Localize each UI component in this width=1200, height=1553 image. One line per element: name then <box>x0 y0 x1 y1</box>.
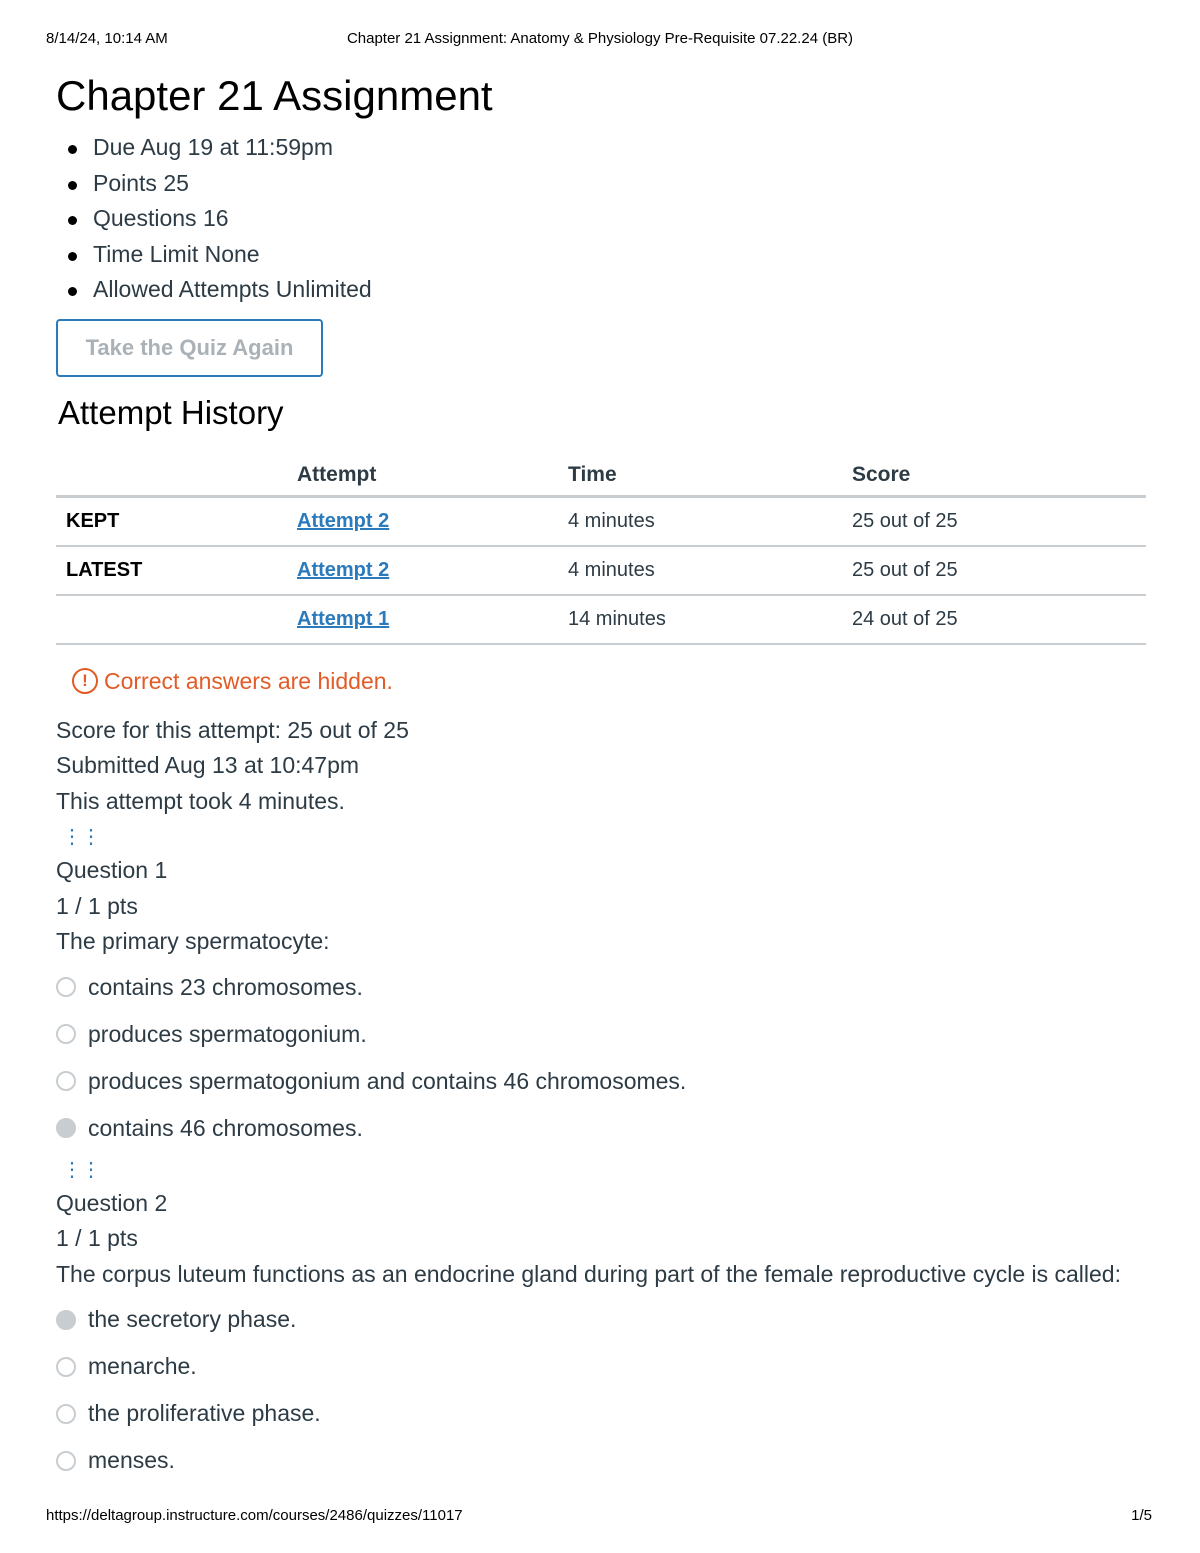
quiz-details-list <box>56 130 1146 308</box>
answer-option <box>56 1058 1146 1105</box>
radio-button-icon <box>56 1024 76 1044</box>
print-doc-title: Chapter 21 Assignment: Anatomy & Physiology Pre-Requisite 07.22.24 (BR) <box>346 30 854 47</box>
row-label: KEPT <box>56 496 287 546</box>
score-cell: 25 out of 25 <box>842 546 1146 595</box>
row-label: LATEST <box>56 546 287 595</box>
radio-button-icon <box>56 1404 76 1424</box>
page-title: Chapter 21 Assignment <box>56 72 493 119</box>
detail-points: Points 25 <box>56 166 1146 202</box>
row-label <box>56 595 287 644</box>
answer-text: menses. <box>88 1447 175 1473</box>
question-points: 1 / 1 pts <box>56 1225 138 1251</box>
radio-selected-icon <box>56 1118 76 1138</box>
attempt-history-table <box>56 455 1146 645</box>
answer-text: produces spermatogonium and contains 46 chromosomes. <box>88 1067 687 1094</box>
print-date: 8/14/24, 10:14 AM <box>46 30 168 47</box>
print-footer <box>0 1507 1200 1527</box>
time-cell: 14 minutes <box>558 595 842 644</box>
notice-text: Correct answers are hidden. <box>104 667 393 694</box>
answer-option <box>56 964 1146 1011</box>
warning-circle-icon: ! <box>72 668 98 694</box>
summary-submitted: Submitted Aug 13 at 10:47pm <box>56 752 360 778</box>
answer-text: the secretory phase. <box>88 1306 297 1332</box>
score-cell: 24 out of 25 <box>842 595 1146 644</box>
question-2 <box>56 1158 1146 1485</box>
drag-handle-icon[interactable]: ⋮⋮ <box>62 1158 100 1181</box>
radio-button-icon <box>56 1357 76 1377</box>
answer-option <box>56 1105 1146 1152</box>
print-url: https://deltagroup.instructure.com/courses/2486/quizzes/11017 <box>46 1507 463 1524</box>
time-cell: 4 minutes <box>558 546 842 595</box>
detail-time-limit: Time Limit None <box>56 237 1146 273</box>
answer-list <box>56 964 1146 1152</box>
table-row <box>56 595 1146 644</box>
answer-text: contains 46 chromosomes. <box>88 1114 363 1141</box>
answer-option <box>56 1437 1146 1484</box>
answer-text: the proliferative phase. <box>88 1400 321 1426</box>
answer-option <box>56 1390 1146 1437</box>
summary-duration: This attempt took 4 minutes. <box>56 787 345 814</box>
attempt-cell <box>287 496 558 546</box>
answer-list <box>56 1296 1146 1484</box>
detail-allowed-attempts: Allowed Attempts Unlimited <box>56 272 1146 308</box>
answer-text: produces spermatogonium. <box>88 1020 367 1047</box>
attempt-cell <box>287 595 558 644</box>
header-time: Time <box>558 455 842 497</box>
question-title: Question 2 <box>56 1189 168 1216</box>
table-row <box>56 546 1146 595</box>
table-row <box>56 496 1146 546</box>
take-quiz-again-button[interactable]: Take the Quiz Again <box>56 319 323 377</box>
attempt-link[interactable]: Attempt 2 <box>297 509 390 532</box>
radio-button-icon <box>56 1451 76 1471</box>
answer-option <box>56 1296 1146 1343</box>
quiz-content <box>56 68 1146 1484</box>
header-label <box>56 455 287 497</box>
summary-score: Score for this attempt: 25 out of 25 <box>56 716 409 743</box>
radio-selected-icon <box>56 1310 76 1330</box>
table-header-row <box>56 455 1146 497</box>
print-page-number: 1/5 <box>1131 1507 1152 1524</box>
question-1 <box>56 825 1146 1152</box>
attempt-link[interactable]: Attempt 1 <box>297 607 390 630</box>
question-text: The corpus luteum functions as an endocrine gland during part of the female reproductive cycle is called: <box>56 1260 1121 1287</box>
answer-text: contains 23 chromosomes. <box>88 973 363 1000</box>
attempt-cell <box>287 546 558 595</box>
question-text: The primary spermatocyte: <box>56 928 330 954</box>
correct-answers-hidden-notice <box>72 663 1146 699</box>
attempt-link[interactable]: Attempt 2 <box>297 558 390 581</box>
detail-due: Due Aug 19 at 11:59pm <box>56 130 1146 166</box>
radio-button-icon <box>56 977 76 997</box>
print-header <box>0 30 1200 50</box>
answer-option <box>56 1011 1146 1058</box>
question-points: 1 / 1 pts <box>56 892 138 919</box>
question-title: Question 1 <box>56 857 168 883</box>
header-score: Score <box>842 455 1146 497</box>
header-attempt: Attempt <box>287 455 558 497</box>
time-cell: 4 minutes <box>558 496 842 546</box>
attempt-summary <box>56 713 1146 820</box>
score-cell: 25 out of 25 <box>842 496 1146 546</box>
attempt-history-title: Attempt History <box>58 393 284 431</box>
drag-handle-icon[interactable]: ⋮⋮ <box>62 826 100 848</box>
detail-questions: Questions 16 <box>56 201 1146 237</box>
answer-text: menarche. <box>88 1353 197 1379</box>
answer-option <box>56 1343 1146 1390</box>
radio-button-icon <box>56 1071 76 1091</box>
